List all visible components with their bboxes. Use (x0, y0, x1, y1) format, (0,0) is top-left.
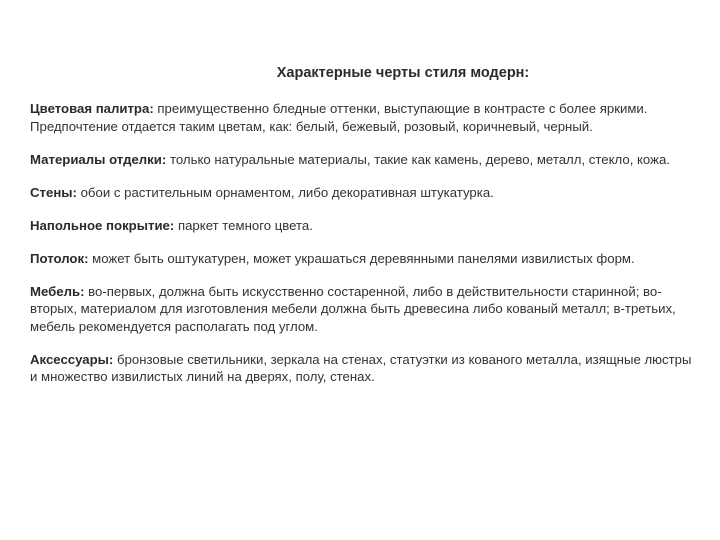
paragraph-accessories (30, 351, 692, 386)
paragraph-text: преимущественно бледные оттенки, выступающие в контрасте с более яркими. Предпочтение отдается таким цветам, как: белый, бежевый, розовый, коричневый, черный. (30, 101, 648, 134)
paragraph-flooring (30, 217, 692, 235)
paragraph-ceiling (30, 250, 692, 268)
paragraph-label: Стены: (30, 184, 77, 200)
paragraph-color-palette (30, 100, 692, 135)
paragraph-furniture (30, 283, 692, 336)
paragraph-text: паркет темного цвета. (174, 217, 313, 233)
paragraph-text: бронзовые светильники, зеркала на стенах, статуэтки из кованого металла, изящные люстры и множество извилистых линий на дверях, полу, стенах. (30, 351, 692, 384)
slide-title: Характерные черты стиля модерн: (276, 65, 530, 81)
paragraph-walls (30, 184, 692, 202)
paragraph-finishing-materials (30, 151, 692, 169)
paragraph-text: только натуральные материалы, такие как камень, дерево, металл, стекло, кожа. (166, 151, 670, 167)
paragraph-text: во-первых, должна быть искусственно состаренной, либо в действительности старинной; во-вторых, материалом для изготовления мебели должна быть древесина либо кованый металл; в-третьих, мебель рекомендуется располагать под углом. (30, 283, 676, 334)
slide-content (30, 100, 692, 401)
paragraph-label: Материалы отделки: (30, 151, 167, 167)
paragraph-label: Потолок: (30, 250, 89, 266)
paragraph-text: может быть оштукатурен, может украшаться деревянными панелями извилистых форм. (88, 250, 635, 266)
paragraph-label: Напольное покрытие: (30, 217, 175, 233)
paragraph-label: Мебель: (30, 283, 85, 299)
paragraph-label: Аксессуары: (30, 351, 114, 367)
paragraph-label: Цветовая палитра: (30, 101, 154, 116)
paragraph-text: обои с растительным орнаментом, либо декоративная штукатурка. (76, 184, 494, 200)
